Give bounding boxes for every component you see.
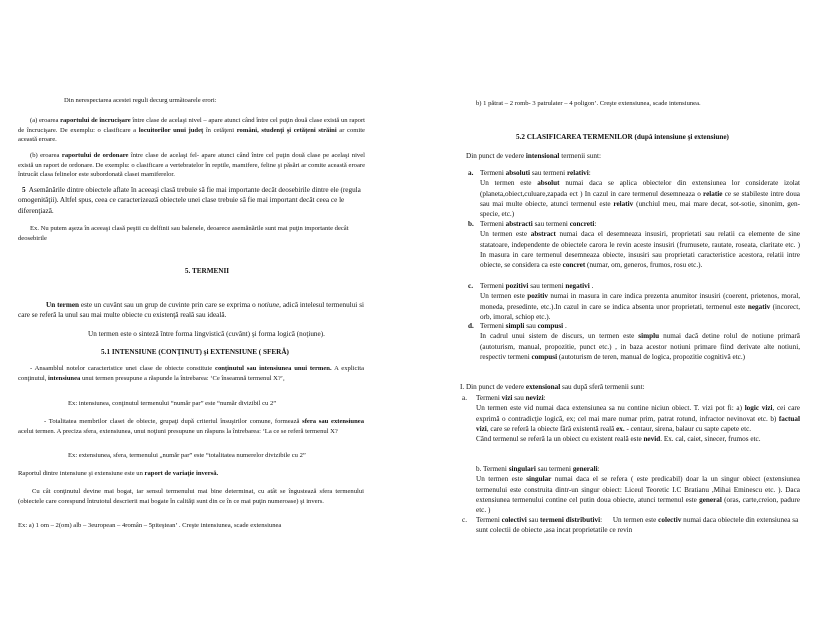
heading-termenii: 5. TERMENII	[184, 267, 230, 275]
paragraph-inverse-relation: Raportul dintre intensiune şi extensiune este un raport de variaţie inversă.	[18, 470, 219, 477]
list-item-heading: Termeni abstracti sau termeni concreti:	[480, 220, 597, 228]
list-item-singulari-generali	[476, 464, 800, 515]
list-item-text: Un termen este pozitiv numai in masura in care indica prezenta anumitor insusiri (coerent, prietenos, moral, moneda, presedinte, etc.).In cazul in care se indica absenta unor proprietati, termenul este negativ (incorect, orb, imoral, schiop etc.).	[480, 292, 800, 321]
paragraph-example-fish: Ex. Nu putem aşeza în aceeaşi clasă peştii cu delfinii sau balenele, deoarece asemănările sunt mai puţin importante decât deosebirile	[18, 225, 349, 242]
paragraph-error-a: (a) eroarea raportului de încrucişare între clase de acelaşi nivel – apare atunci când între cel puţin două clase există un raport de încrucişare. De exemplu: o clasificare a locuitorilor unui judeţ în cetăţeni români, studenţi şi cetăţeni străini ar comite această eroare.	[18, 117, 366, 144]
paragraph-error-b: (b) eroarea raportului de ordonare între clase de acelaşi fel- apare atunci când între cel puţin două clase pe acelaşi nivel există un raport de ordonare. De exemplu: o clasificare a vertebratelor în reptile, mamifere, feline şi păsări ar comite această eroare întrucât clasa felinelor este subordonată clasei mamiferelor.	[18, 152, 365, 179]
list-item-heading: b. Termeni singulari sau termeni generali:	[476, 465, 600, 473]
paragraph-rule-5: 5 Asemănările dintre obiectele aflate în aceeaşi clasă trebuie să fie mai importante decât deosebirile dintre ele (regula omogenităţii). Altfel spus, ceea ce caracterizează obiectele unei clase trebuie să fie mai important decât ceea ce le diferenţiază.	[18, 186, 361, 215]
paragraph-example-chain-a: Ex: a) 1 om – 2(om) alb – 3european – 4român – 5piteştean’ . Creşte intensiunea, scade extensiunea	[18, 522, 282, 529]
paragraph-errors-intro: Din nerespectarea acestei reguli decurg urmãtoarele erori:	[64, 97, 217, 104]
right-page	[414, 0, 828, 640]
paragraph-term-synthesis: Un termen este o sinteză între forma lingvistică (cuvânt) şi forma logică (noţiune).	[88, 330, 325, 338]
paragraph-extensional-intro: I. Din punct de vedere extensional sau după sferă termenii sunt:	[460, 383, 645, 391]
list-item-text: Un termen este absolut numai daca se aplica obiectelor din extensiunea lor considerate izolat (planeta,obiect,culuare,zapada ect ) In cazul in care termenul desemneaza o relatie ce se stabileste intre doua sau mai multe obiecte, atunci termenul este relativ (unchiul meu, mai mare decat, sot-sotie, sinonim, gen-specie, etc.)	[480, 179, 801, 219]
list-item-heading: Termeni absoluti sau termeni relativi:	[480, 169, 591, 177]
paragraph-example-chain-b: b) 1 pătrat – 2 romb- 3 patrulater – 4 poligon’. Creşte extensiunea, scade intensiunea.	[476, 100, 701, 107]
paragraph-example-intensiune: Ex: intensiunea, conţinutul termenului “număr par” este “număr divizibil cu 2”	[68, 400, 277, 407]
list-item-pozitivi-negativi: c. Termeni pozitivi sau termeni negativi . Un termen este pozitiv numai in masura in care indica prezenta anumitor insusiri (coerent, prietenos, moral, moneda, presedinte, etc.).In cazul in care se indica absenta unor proprietati, termenul este negativ (incorect, orb, imoral, schiop etc.).	[468, 282, 800, 321]
list-item-text: Când termenul se referă la un obiect cu existent reală este nevid. Ex. cal, caiet, sinecer, frumos etc.	[476, 435, 761, 444]
paragraph-intensiune: - Ansamblul notelor caracteristice unei clase de obiecte constituie conţinutul sau intensiunea unui termen. A explicita conţinutul, intensiunea unui termen presupune a răspunde la întrebarea: ‘Ce înseamnă termenul X?’,	[18, 365, 364, 382]
paragraph-example-extensiune: Ex: extensiunea, sfera, termenului „număr par” este “totalitatea numerelor divizibile cu 2”	[68, 452, 306, 459]
list-item-vizi-nevizi: a. Termeni vizi sau nevizi: Un termen este vid numai daca extensiunea sa nu contine niciun obiect. T. vizi pot fi: a) logic vizi, cei care exprimă o contradicţie logică, ex; cel mai mare numar prim, patrat rotund, infractor nevinovat etc. b) factual vizi, care se referă la obiecte fără existentă reală ex. - centaur, sirena, balaur cu sapte capete etc. Când termenul se referă la un obiect cu existent reală este nevid. Ex. cal, caiet, sinecer, frumos etc.	[462, 394, 800, 444]
paragraph-intensional-intro: Din punct de vedere intensional termenii sunt:	[466, 152, 601, 160]
list-item-simpli-compusi: d. Termeni simpli sau compusi . In cadrul unui sistem de discurs, un termen este simplu numai dacă detine rolul de notiune primară (autoturism, manual, propozitie, punct etc.) , in baza acestor notiuni primare fiind derivate alte notiuni, respectiv termeni compusi (autoturism de teren, manual de logica, propozitie cognitivă etc.)	[468, 322, 800, 361]
list-item-abstracti-concreti: b. Termeni abstracti sau termeni concreti: Un termen este abstract numai daca el desemneaza insusiri, proprietati sau relatii ca elemente de sine statatoare, independente de obiectele carora le revin aceste insusiri (frumusete, rautate, roseata, claritate etc. ) In masura in care termenul desemneaza obiecte, insusiri sau proprietati caracteristice acestora, relatii intre obiecte, se considera ca este concret (numar, om, generos, frumos, rosu etc.).	[468, 220, 800, 270]
list-item-text: Un termen este singular numai daca el se refera ( este predicabil) doar la un singur obiect (extensiunea termenului este construita dintr-un singur obiect: Liceul Teoretic I.C Bratianu ,Mihai Eminescu etc. ). Daca extensiunea termenului contine cel putin doua obiecte, atunci termenul este general (oras, carte,creion, padure etc. )	[476, 475, 801, 515]
paragraph-content-sphere: Cu cât conţinutul devine mai bogat, iar sensul termenului mai bine determinat, cu atât se îngustează sfera termenului (obiectele care corespund întrutotul descrierii mai bogate în calităţi sunt din ce în ce mai puţin numeroase) şi invers.	[18, 488, 364, 505]
list-item-heading: Termeni vizi sau nevizi:	[476, 394, 546, 402]
list-item-absoluti-relativi: a. Termeni absoluti sau termeni relativi: Un termen este absolut numai daca se aplica obiectelor din extensiunea lor considerate izolat (planeta,obiect,culuare,zapada ect ) In cazul in care termenul desemneaza o relatie ce se stabileste intre doua sau mai multe obiecte, atunci termenul este relativ (unchiul meu, mai mare decat, sot-sotie, sinonim, gen-specie, etc.)	[468, 169, 801, 219]
heading-clasificarea-termenilor: 5.2 CLASIFICAREA TERMENILOR (după intensiune şi extensiune)	[516, 133, 729, 141]
paragraph-term-definition: Un termen este un cuvânt sau un grup de cuvinte prin care se exprima o notiune, adică intelesul termenului si care se referă la unul sau mai multe obiecte cu existenţă reală sau ideală.	[18, 301, 364, 320]
list-item-text: Un termen este vid numai daca extensiunea sa nu contine niciun obiect. T. vizi pot fi: a) logic vizi, cei care exprimă o contradicţie logică, ex; cel mai mare numar prim, patrat rotund, infractor nevinovat etc. b) factual vizi, care se referă la obiecte fără existentă reală ex. - centaur, sirena, balaur cu sapte capete etc.	[476, 404, 800, 433]
list-item-heading: Termeni pozitivi sau termeni negativi .	[480, 282, 594, 290]
list-item-text: In cadrul unui sistem de discurs, un termen este simplu numai dacă detine rolul de notiune primară (autoturism, manual, propozitie, punct etc.) , in baza acestor notiuni primare fiind derivate alte notiuni, respectiv termeni compusi (autoturism de teren, manual de logica, propozitie cognitivă etc.)	[480, 332, 800, 361]
list-item-text: Un termen este abstract numai daca el desemneaza insusiri, proprietati sau relatii ca elemente de sine statatoare, independente de obiectele carora le revin aceste insusiri (frumusete, rautate, roseata, claritate etc. ) In masura in care termenul desemneaza obiecte, insusiri sau proprietati caracteristice acestora, relatii intre obiecte, se considera ca este concret (numar, om, generos, frumos, rosu etc.).	[480, 230, 800, 270]
heading-intensiune-extensiune: 5.1 INTENSIUNE (CONŢINUT) şi EXTENSIUNE ( SFERĂ)	[101, 348, 289, 356]
list-item-colectivi-distributivi: c. Termeni colectivi sau termeni distributivi: Un termen este colectiv numai daca obiectele din extensiunea sa sunt colectii de obiecte ,asa incat proprietatile ce revin	[462, 516, 799, 535]
list-item-heading: Termeni colectivi sau termeni distributivi: Un termen este colectiv numai daca obiectele din extensiunea sa sunt colectii de obiecte ,asa incat proprietatile ce revin	[476, 516, 799, 535]
paragraph-extensiune: - Totalitatea membrilor clasei de obiecte, grupaţi după criteriul însuşirilor comune, formează sfera sau extensiunea acelui termen. A preciza sfera, extensiunea, unui noţiuni presupune un răspuns la întrebarea: ‘La ce se referă termenul X?	[18, 418, 364, 435]
list-item-heading: Termeni simpli sau compusi .	[480, 322, 567, 330]
